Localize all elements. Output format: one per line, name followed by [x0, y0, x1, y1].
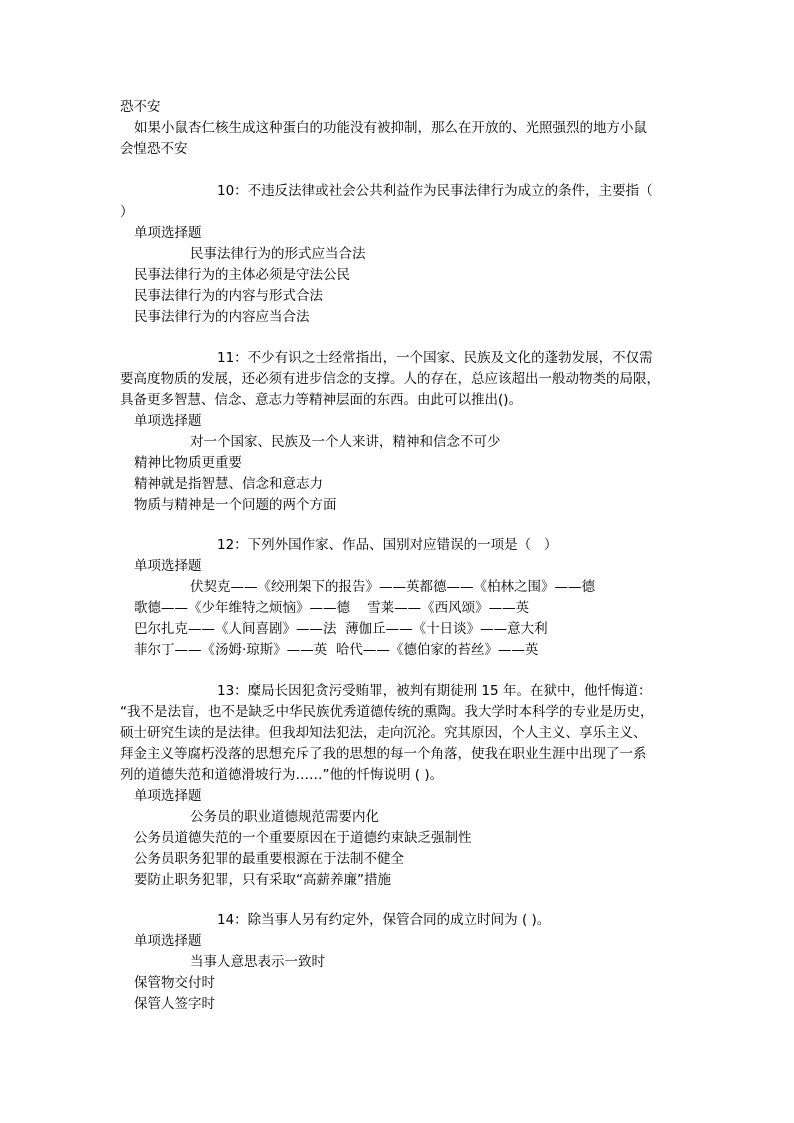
option: 物质与精神是一个问题的两个方面	[134, 497, 337, 513]
option: 伏契克——《绞刑架下的报告》——英都德——《柏林之围》——德	[190, 579, 595, 595]
intro-line: 恐不安	[120, 99, 161, 115]
option: 公务员职务犯罪的最重要根源在于法制不健全	[134, 851, 404, 867]
question-type: 单项选择题	[134, 413, 202, 429]
option: 民事法律行为的内容与形式合法	[134, 288, 323, 304]
question-stem: ）	[120, 204, 134, 220]
intro-line: 会惶恐不安	[120, 141, 188, 157]
question-stem: 具备更多智慧、信念、意志力等精神层面的东西。由此可以推出()。	[120, 392, 523, 408]
option: 公务员的职业道德规范需要内化	[190, 809, 379, 825]
option: 民事法律行为的形式应当合法	[190, 246, 366, 262]
option: 公务员道德失范的一个重要原因在于道德约束缺乏强制性	[134, 830, 472, 846]
option: 民事法律行为的内容应当合法	[134, 309, 310, 325]
question-stem: 列的道德失范和道德滑坡行为……”他的忏悔说明 ( )。	[120, 767, 444, 783]
option: 巴尔扎克——《人间喜剧》——法 薄伽丘——《十日谈》——意大利	[134, 621, 548, 637]
option: 保管物交付时	[134, 975, 215, 991]
question-stem: “我不是法盲，也不是缺乏中华民族优秀道德传统的熏陶。我大学时本科学的专业是历史，	[120, 704, 654, 720]
option: 保管人签字时	[134, 996, 215, 1012]
question-type: 单项选择题	[134, 225, 202, 241]
option: 菲尔丁——《汤姆·琼斯》——英 哈代——《德伯家的苔丝》——英	[134, 642, 539, 658]
option: 精神就是指智慧、信念和意志力	[134, 476, 323, 492]
option: 歌德——《少年维特之烦恼》——德 雪莱——《西风颂》——英	[134, 600, 530, 616]
option: 要防止职务犯罪，只有采取“高薪养廉”措施	[134, 872, 391, 888]
question-type: 单项选择题	[134, 558, 202, 574]
question-stem: 拜金主义等腐朽没落的思想充斥了我的思想的每一个角落，使我在职业生涯中出现了一系	[120, 746, 647, 762]
question-stem: 硕士研究生读的是法律。但我却知法犯法，走向沉沦。究其原因，个人主义、享乐主义、	[120, 725, 647, 741]
option: 当事人意思表示一致时	[190, 954, 325, 970]
option: 精神比物质更重要	[134, 455, 242, 471]
question-stem: 11：不少有识之士经常指出，一个国家、民族及文化的蓬勃发展，不仅需	[217, 350, 653, 366]
option: 民事法律行为的主体必须是守法公民	[134, 267, 350, 283]
question-stem: 12：下列外国作家、作品、国别对应错误的一项是（ ）	[217, 537, 558, 553]
option: 对一个国家、民族及一个人来讲，精神和信念不可少	[190, 434, 501, 450]
question-stem: 14：除当事人另有约定外，保管合同的成立时间为 ( )。	[217, 912, 551, 928]
question-stem: 要高度物质的发展，还必须有进步信念的支撑。人的存在，总应该超出一般动物类的局限，	[120, 371, 660, 387]
question-stem: 10：不违反法律或社会公共利益作为民事法律行为成立的条件，主要指（	[217, 183, 653, 199]
intro-line: 如果小鼠杏仁核生成这种蛋白的功能没有被抑制，那么在开放的、光照强烈的地方小鼠	[134, 120, 647, 136]
question-type: 单项选择题	[134, 933, 202, 949]
question-stem: 13：糜局长因犯贪污受贿罪，被判有期徒刑 15 年。在狱中，他忏悔道：	[217, 683, 652, 699]
question-type: 单项选择题	[134, 788, 202, 804]
